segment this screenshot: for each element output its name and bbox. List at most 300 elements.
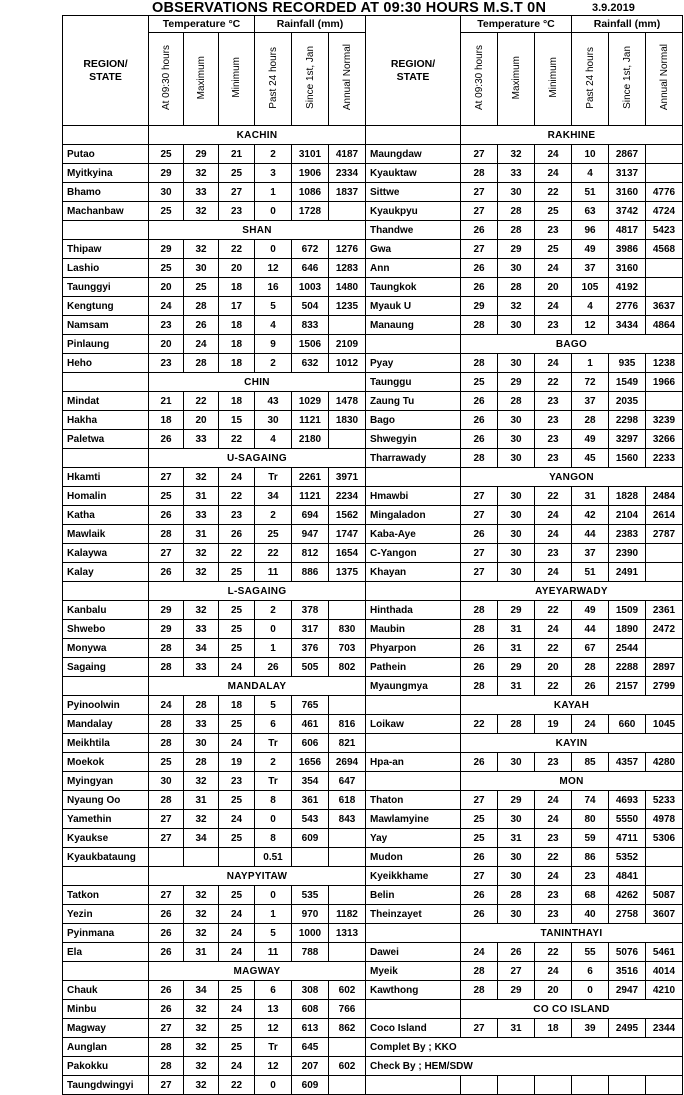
rain-24h-cell: 5 (255, 696, 292, 715)
temp-min-cell: 23 (535, 905, 572, 924)
section-header-right: RAKHINE (461, 126, 683, 145)
rain-annual-normal-cell: 5461 (646, 943, 683, 962)
rain-24h-cell: 0 (255, 240, 292, 259)
temp-min-cell: 24 (535, 145, 572, 164)
section-header-right: KAYIN (461, 734, 683, 753)
table-row (63, 658, 683, 677)
rain-since-jan-cell: 2157 (609, 677, 646, 696)
section-spacer (366, 126, 461, 145)
rain-annual-normal-cell (329, 316, 366, 335)
temp-max-cell: 31 (184, 525, 219, 544)
station-name: Bago (366, 411, 461, 430)
temp-min-cell: 25 (219, 563, 255, 582)
rain-24h-cell: 105 (572, 278, 609, 297)
rain-24h-cell: 49 (572, 430, 609, 449)
rain-since-jan-cell: 2035 (609, 392, 646, 411)
temp-max-cell: 31 (498, 639, 535, 658)
rain-since-jan-cell: 4357 (609, 753, 646, 772)
rain-24h-cell: 1 (255, 905, 292, 924)
column-header-label: Past 24 hours (267, 46, 279, 109)
table-row (63, 734, 683, 753)
temp-max-cell: 33 (184, 430, 219, 449)
temp-min-cell: 18 (219, 278, 255, 297)
rain-24h-cell: 0.51 (255, 848, 292, 867)
temp-0930-cell: 28 (461, 164, 498, 183)
station-name: Meikhtila (63, 734, 149, 753)
station-name: Pinlaung (63, 335, 149, 354)
temp-0930-cell: 27 (461, 145, 498, 164)
rain-24h-cell: 49 (572, 601, 609, 620)
rain-since-jan-cell: 5550 (609, 810, 646, 829)
station-name: Thandwe (366, 221, 461, 240)
rain-annual-normal-cell: 4014 (646, 962, 683, 981)
temp-max-cell: 32 (184, 810, 219, 829)
temp-max-cell (184, 848, 219, 867)
rain-annual-normal-cell: 703 (329, 639, 366, 658)
rain-annual-normal-cell: 3637 (646, 297, 683, 316)
rain-annual-normal-cell: 1562 (329, 506, 366, 525)
table-row (63, 829, 683, 848)
temp-min-cell: 25 (219, 164, 255, 183)
region-header-right (366, 16, 461, 126)
temp-min-cell: 20 (535, 278, 572, 297)
temp-0930-cell: 23 (149, 316, 184, 335)
station-name: Yay (366, 829, 461, 848)
station-name: Hkamti (63, 468, 149, 487)
temp-0930-cell: 26 (149, 506, 184, 525)
temp-0930-cell: 28 (149, 1057, 184, 1076)
column-header-label: Maximum (195, 55, 207, 100)
rain-annual-normal-cell: 5087 (646, 886, 683, 905)
station-name: Pyinoolwin (63, 696, 149, 715)
station-name: Maubin (366, 620, 461, 639)
section-header-right: CO CO ISLAND (461, 1000, 683, 1019)
rain-24h-cell: 37 (572, 259, 609, 278)
temp-max-cell: 34 (184, 981, 219, 1000)
rain-since-jan-cell: 2947 (609, 981, 646, 1000)
station-name: Mingaladon (366, 506, 461, 525)
rain-annual-normal-cell: 1837 (329, 183, 366, 202)
temp-min-cell: 22 (535, 373, 572, 392)
table-row (63, 449, 683, 468)
station-name: Kalaywa (63, 544, 149, 563)
rain-annual-normal-cell: 1478 (329, 392, 366, 411)
temp-0930-cell: 26 (149, 924, 184, 943)
rain-24h-cell: 25 (255, 525, 292, 544)
rain-24h-cell: 34 (255, 487, 292, 506)
section-header-right: BAGO (461, 335, 683, 354)
column-header-left-1 (184, 33, 219, 126)
empty-cell (609, 1076, 646, 1095)
temp-min-cell: 24 (535, 354, 572, 373)
column-header-left-2 (219, 33, 255, 126)
region-header-line: STATE (396, 70, 430, 83)
station-name: Pyay (366, 354, 461, 373)
temp-max-cell: 33 (184, 715, 219, 734)
rain-24h-cell: 26 (572, 677, 609, 696)
section-header-right: MON (461, 772, 683, 791)
rain-since-jan-cell: 461 (292, 715, 329, 734)
station-name: Kyaukse (63, 829, 149, 848)
rain-since-jan-cell: 4192 (609, 278, 646, 297)
rain-since-jan-cell: 1086 (292, 183, 329, 202)
rain-24h-cell: 12 (572, 316, 609, 335)
temp-0930-cell: 30 (149, 772, 184, 791)
rain-24h-cell: 6 (255, 981, 292, 1000)
rain-24h-cell: 8 (255, 829, 292, 848)
temp-max-cell: 28 (498, 886, 535, 905)
rain-since-jan-cell: 1728 (292, 202, 329, 221)
rain-24h-cell: 2 (255, 506, 292, 525)
table-row (63, 544, 683, 563)
rain-since-jan-cell: 308 (292, 981, 329, 1000)
temp-max-cell: 30 (498, 753, 535, 772)
temp-max-cell: 30 (184, 734, 219, 753)
temp-min-cell: 19 (219, 753, 255, 772)
rain-since-jan-cell: 354 (292, 772, 329, 791)
temp-0930-cell: 28 (461, 620, 498, 639)
table-row (63, 1000, 683, 1019)
table-row (63, 525, 683, 544)
column-header-label: Maximum (510, 55, 522, 100)
temp-max-cell: 30 (498, 810, 535, 829)
temp-0930-cell: 26 (461, 278, 498, 297)
temp-0930-cell: 29 (149, 240, 184, 259)
temp-min-cell: 24 (219, 905, 255, 924)
rain-annual-normal-cell: 1182 (329, 905, 366, 924)
temp-min-cell: 19 (535, 715, 572, 734)
temp-min-cell: 23 (535, 544, 572, 563)
rain-since-jan-cell: 5352 (609, 848, 646, 867)
rain-annual-normal-cell (329, 696, 366, 715)
section-spacer (366, 772, 461, 791)
rain-24h-cell: 40 (572, 905, 609, 924)
station-name: Ela (63, 943, 149, 962)
section-header-right: AYEYARWADY (461, 582, 683, 601)
temp-min-cell: 23 (535, 430, 572, 449)
rain-annual-normal-cell: 618 (329, 791, 366, 810)
rain-24h-cell: 28 (572, 658, 609, 677)
rain-annual-normal-cell: 5306 (646, 829, 683, 848)
station-name: Taungkok (366, 278, 461, 297)
rain-annual-normal-cell (646, 867, 683, 886)
section-header-right: TANINTHAYI (461, 924, 683, 943)
rain-since-jan-cell: 4262 (609, 886, 646, 905)
temp-0930-cell: 27 (149, 829, 184, 848)
section-spacer (63, 126, 149, 145)
rain-since-jan-cell: 4817 (609, 221, 646, 240)
temp-max-cell: 33 (184, 620, 219, 639)
station-name: Hpa-an (366, 753, 461, 772)
rain-since-jan-cell: 833 (292, 316, 329, 335)
temp-min-cell: 25 (219, 639, 255, 658)
station-name: Kawthong (366, 981, 461, 1000)
rain-annual-normal-cell: 2799 (646, 677, 683, 696)
rain-annual-normal-cell: 2472 (646, 620, 683, 639)
rain-annual-normal-cell: 2787 (646, 525, 683, 544)
rain-annual-normal-cell (646, 848, 683, 867)
temp-max-cell: 30 (498, 563, 535, 582)
rain-since-jan-cell: 788 (292, 943, 329, 962)
table-row (63, 145, 683, 164)
rain-annual-normal-cell (329, 1076, 366, 1095)
rain-annual-normal-cell: 2234 (329, 487, 366, 506)
temp-max-cell: 32 (184, 886, 219, 905)
section-spacer (366, 468, 461, 487)
temp-max-cell: 25 (184, 278, 219, 297)
temp-0930-cell: 28 (149, 1038, 184, 1057)
station-name: Taunggyi (63, 278, 149, 297)
column-header-label: At 09:30 hours (160, 44, 172, 111)
station-name: Tatkon (63, 886, 149, 905)
station-name: Bhamo (63, 183, 149, 202)
rain-since-jan-cell: 609 (292, 829, 329, 848)
column-header-label: Past 24 hours (584, 46, 596, 109)
table-row (63, 962, 683, 981)
temp-max-cell: 31 (184, 791, 219, 810)
station-name: Yezin (63, 905, 149, 924)
station-name: Mindat (63, 392, 149, 411)
rain-24h-cell: 0 (255, 886, 292, 905)
temp-0930-cell: 23 (149, 354, 184, 373)
rain-annual-normal-cell: 4568 (646, 240, 683, 259)
rain-annual-normal-cell: 2344 (646, 1019, 683, 1038)
rain-annual-normal-cell (646, 164, 683, 183)
header-row-groups (63, 16, 683, 33)
temp-min-cell: 25 (219, 829, 255, 848)
temp-max-cell: 27 (498, 962, 535, 981)
temp-max-cell: 30 (498, 905, 535, 924)
table-row (63, 886, 683, 905)
rain-since-jan-cell: 2180 (292, 430, 329, 449)
station-name: Kyaukpyu (366, 202, 461, 221)
temp-min-cell: 24 (219, 810, 255, 829)
rain-24h-cell: 23 (572, 867, 609, 886)
station-name: Sittwe (366, 183, 461, 202)
temp-min-cell: 24 (535, 791, 572, 810)
rain-since-jan-cell: 378 (292, 601, 329, 620)
temp-min-cell: 25 (219, 886, 255, 905)
rain-annual-normal-cell: 1276 (329, 240, 366, 259)
rain-annual-normal-cell: 602 (329, 981, 366, 1000)
rain-24h-cell: 59 (572, 829, 609, 848)
column-header-left-5 (329, 33, 366, 126)
station-name: Ann (366, 259, 461, 278)
station-name: Pyinmana (63, 924, 149, 943)
station-name: Hinthada (366, 601, 461, 620)
rain-24h-cell: 39 (572, 1019, 609, 1038)
rain-24h-cell: 28 (572, 411, 609, 430)
station-name: Thipaw (63, 240, 149, 259)
temp-min-cell: 24 (535, 297, 572, 316)
temp-max-cell: 33 (184, 506, 219, 525)
temp-min-cell: 24 (535, 563, 572, 582)
rain-since-jan-cell: 4841 (609, 867, 646, 886)
rain-annual-normal-cell (329, 848, 366, 867)
rain-annual-normal-cell: 4978 (646, 810, 683, 829)
temp-max-cell: 32 (184, 544, 219, 563)
rain-since-jan-cell: 376 (292, 639, 329, 658)
temp-0930-cell: 28 (461, 449, 498, 468)
temp-0930-cell: 27 (461, 563, 498, 582)
rain-since-jan-cell: 3516 (609, 962, 646, 981)
rain-annual-normal-cell: 802 (329, 658, 366, 677)
temp-max-cell: 28 (184, 753, 219, 772)
temp-0930-cell: 21 (149, 392, 184, 411)
temp-max-cell: 30 (498, 183, 535, 202)
temp-min-cell: 23 (535, 886, 572, 905)
rainfall-header-right: Rainfall (mm) (572, 16, 683, 33)
temp-max-cell: 30 (498, 525, 535, 544)
station-name: Myeik (366, 962, 461, 981)
section-spacer (63, 867, 149, 886)
table-row (63, 430, 683, 449)
rain-annual-normal-cell: 2361 (646, 601, 683, 620)
temp-max-cell: 29 (498, 791, 535, 810)
temp-max-cell: 33 (498, 164, 535, 183)
temp-max-cell: 33 (184, 658, 219, 677)
table-row (63, 582, 683, 601)
table-row (63, 126, 683, 145)
temp-min-cell: 24 (219, 658, 255, 677)
temp-0930-cell: 28 (461, 962, 498, 981)
rain-24h-cell: 13 (255, 1000, 292, 1019)
rain-24h-cell: 6 (255, 715, 292, 734)
station-name: Lashio (63, 259, 149, 278)
temp-max-cell: 28 (184, 297, 219, 316)
temp-min-cell: 24 (535, 962, 572, 981)
station-name: Tharrawady (366, 449, 461, 468)
section-spacer (366, 924, 461, 943)
rain-24h-cell: 4 (572, 164, 609, 183)
footer-note: Complet By ; KKO (366, 1038, 683, 1057)
temp-max-cell: 30 (498, 848, 535, 867)
table-row (63, 981, 683, 1000)
rain-24h-cell: 26 (255, 658, 292, 677)
rain-24h-cell: 86 (572, 848, 609, 867)
rain-since-jan-cell: 812 (292, 544, 329, 563)
table-row (63, 1019, 683, 1038)
station-name: Myaungmya (366, 677, 461, 696)
temp-0930-cell: 25 (149, 202, 184, 221)
station-name: Khayan (366, 563, 461, 582)
temp-max-cell: 31 (498, 1019, 535, 1038)
temp-max-cell: 28 (498, 221, 535, 240)
temp-0930-cell: 28 (461, 981, 498, 1000)
temp-0930-cell: 29 (461, 297, 498, 316)
rain-annual-normal-cell: 1375 (329, 563, 366, 582)
rainfall-header-left: Rainfall (mm) (255, 16, 366, 33)
rain-24h-cell: 96 (572, 221, 609, 240)
rain-since-jan-cell: 2491 (609, 563, 646, 582)
section-header-left: CHIN (149, 373, 366, 392)
section-spacer (63, 677, 149, 696)
rain-since-jan-cell: 1506 (292, 335, 329, 354)
temp-0930-cell: 27 (461, 791, 498, 810)
rain-since-jan-cell: 1549 (609, 373, 646, 392)
section-header-left: NAYPYITAW (149, 867, 366, 886)
table-row (63, 183, 683, 202)
rain-since-jan-cell: 2104 (609, 506, 646, 525)
temp-max-cell: 32 (184, 924, 219, 943)
temp-0930-cell: 27 (461, 1019, 498, 1038)
temp-max-cell: 32 (498, 297, 535, 316)
temp-0930-cell: 20 (149, 335, 184, 354)
temp-min-cell: 25 (219, 601, 255, 620)
temp-min-cell: 18 (219, 316, 255, 335)
temp-max-cell: 30 (498, 544, 535, 563)
rain-annual-normal-cell: 2897 (646, 658, 683, 677)
rain-24h-cell: 55 (572, 943, 609, 962)
temp-0930-cell: 26 (461, 639, 498, 658)
empty-cell (535, 1076, 572, 1095)
temp-0930-cell: 26 (461, 753, 498, 772)
rain-24h-cell: 63 (572, 202, 609, 221)
rain-since-jan-cell: 608 (292, 1000, 329, 1019)
rain-24h-cell: 9 (255, 335, 292, 354)
temp-max-cell: 29 (498, 658, 535, 677)
temp-min-cell: 24 (535, 259, 572, 278)
rain-annual-normal-cell: 4864 (646, 316, 683, 335)
rain-annual-normal-cell: 4187 (329, 145, 366, 164)
rain-annual-normal-cell: 1012 (329, 354, 366, 373)
temp-0930-cell: 26 (149, 905, 184, 924)
temp-0930-cell: 25 (461, 810, 498, 829)
rain-annual-normal-cell: 1747 (329, 525, 366, 544)
rain-since-jan-cell: 2261 (292, 468, 329, 487)
temp-max-cell: 30 (498, 354, 535, 373)
station-name: Taunggu (366, 373, 461, 392)
rain-24h-cell: 12 (255, 1019, 292, 1038)
rain-since-jan-cell: 2544 (609, 639, 646, 658)
temp-0930-cell: 29 (149, 164, 184, 183)
temp-min-cell: 23 (219, 506, 255, 525)
observations-body (63, 16, 683, 1095)
temp-0930-cell: 27 (149, 886, 184, 905)
temp-0930-cell: 25 (461, 373, 498, 392)
station-name: Pathein (366, 658, 461, 677)
rain-since-jan-cell: 535 (292, 886, 329, 905)
station-name: Yamethin (63, 810, 149, 829)
table-row (63, 1076, 683, 1095)
station-name: Chauk (63, 981, 149, 1000)
station-name: Paletwa (63, 430, 149, 449)
temp-min-cell: 27 (219, 183, 255, 202)
rain-since-jan-cell: 765 (292, 696, 329, 715)
temp-0930-cell: 26 (149, 981, 184, 1000)
station-name: Kengtung (63, 297, 149, 316)
temp-0930-cell: 27 (149, 1076, 184, 1095)
empty-cell (498, 1076, 535, 1095)
section-header-left: SHAN (149, 221, 366, 240)
rain-since-jan-cell: 5076 (609, 943, 646, 962)
rain-24h-cell: Tr (255, 1038, 292, 1057)
column-header-label: Annual Normal (658, 44, 670, 111)
rain-24h-cell: 72 (572, 373, 609, 392)
rain-annual-normal-cell (329, 829, 366, 848)
temp-min-cell: 22 (219, 430, 255, 449)
temperature-header-right: Temperature °C (461, 16, 572, 33)
temp-max-cell: 30 (498, 430, 535, 449)
empty-cell (572, 1076, 609, 1095)
rain-since-jan-cell: 2288 (609, 658, 646, 677)
temp-min-cell: 23 (535, 411, 572, 430)
rain-annual-normal-cell: 1654 (329, 544, 366, 563)
temp-0930-cell: 24 (149, 297, 184, 316)
temp-max-cell: 32 (184, 1000, 219, 1019)
rain-24h-cell: 43 (255, 392, 292, 411)
table-row (63, 696, 683, 715)
